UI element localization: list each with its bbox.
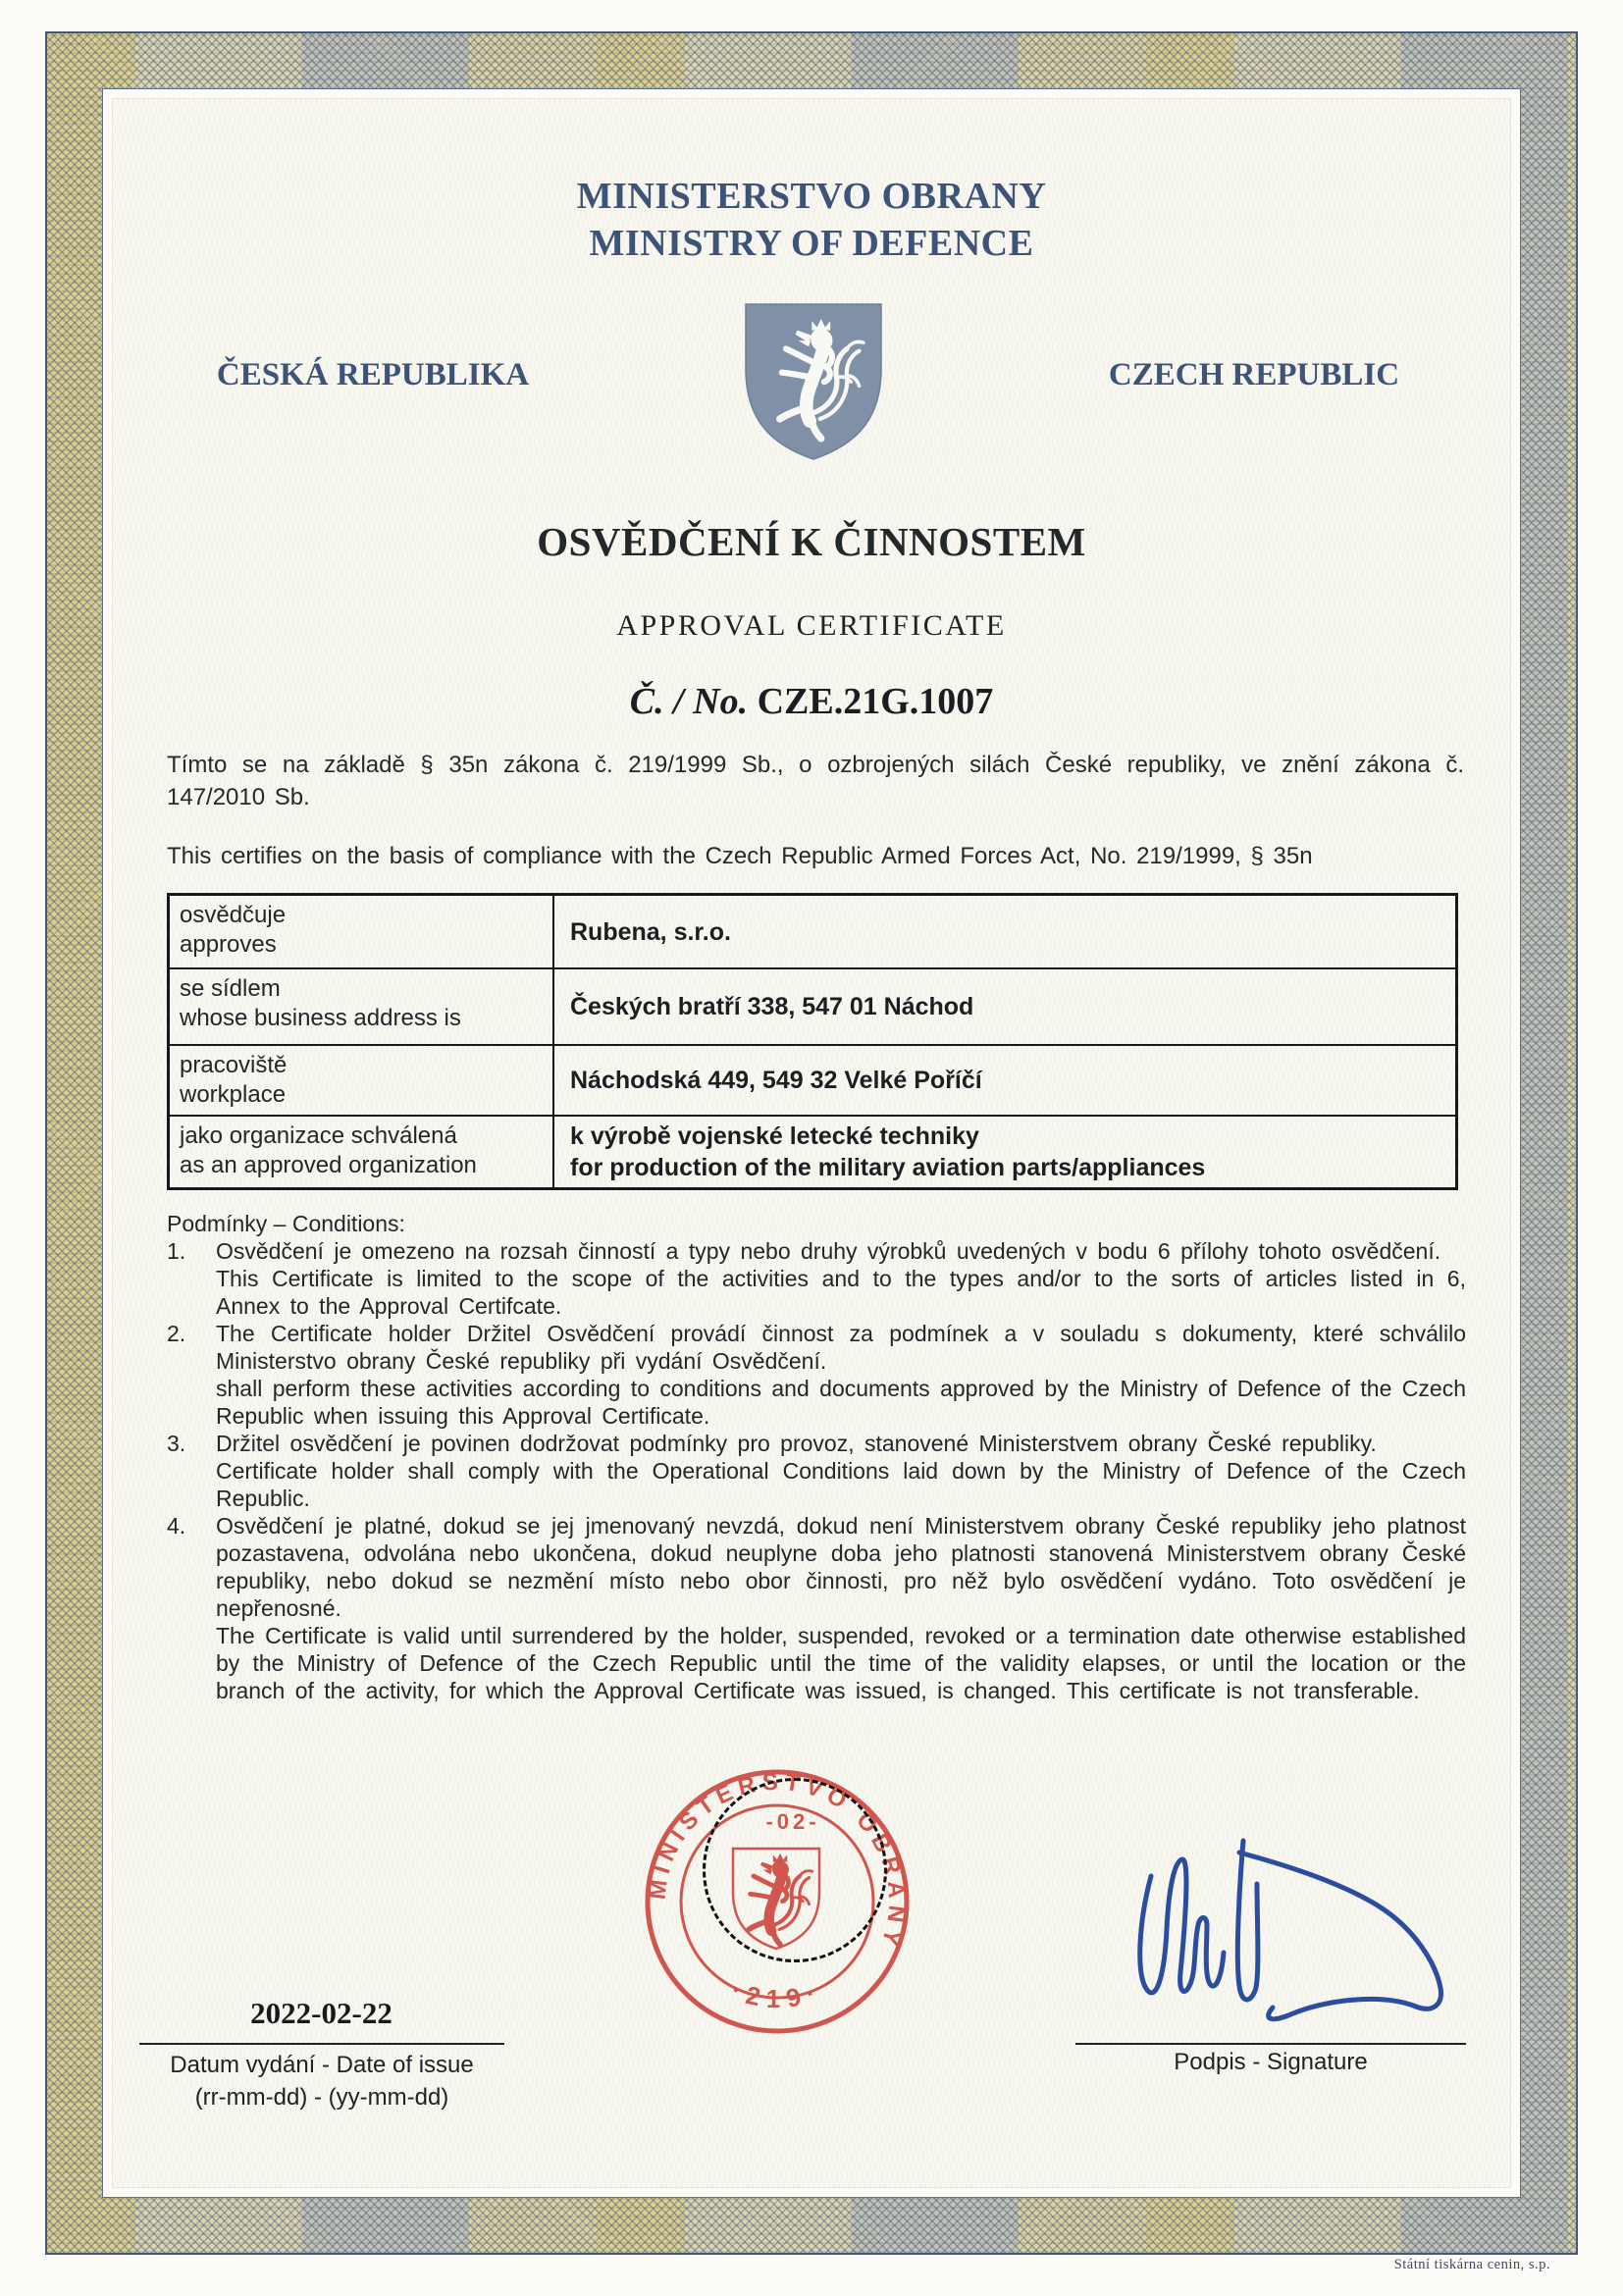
signature-scribble	[1124, 1827, 1467, 2039]
condition-body	[216, 1430, 1466, 1512]
condition-number: 3.	[167, 1431, 186, 1456]
date-caption	[106, 2049, 538, 2113]
condition-body	[216, 1320, 1466, 1430]
certificate-number-label: Č. / No.	[629, 681, 749, 722]
row-label-cz: jako organizace schválená	[180, 1122, 457, 1149]
row-label-en: approves	[180, 931, 277, 958]
intro-paragraph-en: This certifies on the basis of compliance with the Czech Republic Armed Forces Act, No. 219/1999, § 35n	[167, 843, 1313, 869]
condition-item	[167, 1512, 1466, 1704]
signature-caption: Podpis - Signature	[1174, 2049, 1368, 2075]
row-value	[554, 1046, 1455, 1115]
country-label-cz: ČESKÁ REPUBLIKA	[216, 357, 530, 392]
intro-paragraph-cz: Tímto se na základě § 35n zákona č. 219/1999 Sb., o ozbrojených silách České republiky, ve znění zákona č. 147/2010 Sb.	[167, 752, 1464, 810]
row-label	[170, 969, 554, 1044]
condition-text-cz: Osvědčení je omezeno na rozsah činností a typy nebo druhy výrobků uvedených v bodu 6 přílohy tohoto osvědčení.	[216, 1238, 1441, 1264]
condition-text-cz: The Certificate holder Držitel Osvědčení provádí činnost za podmínek a v souladu s dokumenty, které schválilo Ministerstvo obrany České republiky při vydání Osvědčení.	[216, 1321, 1466, 1374]
table-row	[170, 967, 1455, 1044]
date-underline	[139, 2043, 504, 2045]
table-row	[170, 1115, 1455, 1187]
row-value-text: for production of the military aviation parts/appliances	[570, 1154, 1206, 1181]
row-value-text: Českých bratří 338, 547 01 Náchod	[570, 993, 974, 1020]
certificate-number-value: CZE.21G.1007	[757, 681, 994, 722]
table-row	[170, 1044, 1455, 1115]
table-row	[170, 896, 1455, 967]
condition-item	[167, 1237, 1466, 1320]
date-value: 2022-02-22	[250, 1996, 393, 2030]
condition-text-cz: Osvědčení je platné, dokud se jej jmenovaný nevzdá, dokud není Ministerstvem obrany České republiky jeho platnost pozastavena, odvolána nebo ukončena, dokud neuplyne doba jeho platnosti stanovená Ministerstvem obrany České republiky, nebo dokud se nezmění místo nebo obor činnosti, pro něž bylo osvědčení vydáno. Toto osvědčení je nepřenosné.	[216, 1513, 1466, 1621]
condition-body	[216, 1237, 1466, 1320]
stamp-code-top: -02-	[765, 1809, 820, 1834]
row-label	[170, 1046, 554, 1115]
condition-item	[167, 1430, 1466, 1512]
ministry-header	[0, 173, 1623, 267]
row-label	[170, 1117, 554, 1187]
row-label-en: whose business address is	[180, 1005, 461, 1031]
signature-underline	[1075, 2043, 1466, 2045]
stamp-ring-text: MINISTERSTVO OBRANY	[644, 1768, 911, 1955]
row-value	[554, 969, 1455, 1044]
row-label-en: as an approved organization	[180, 1152, 477, 1178]
printer-credit: Státní tiskárna cenin, s.p.	[1393, 2257, 1550, 2272]
row-label	[170, 896, 554, 967]
condition-text-cz: Držitel osvědčení je povinen dodržovat podmínky pro provoz, stanovené Ministerstvem obrany České republiky.	[216, 1431, 1377, 1456]
condition-item	[167, 1320, 1466, 1430]
certificate-title-cz: OSVĚDČENÍ K ČINNOSTEM	[537, 519, 1086, 564]
row-value	[554, 896, 1455, 967]
condition-number: 4.	[167, 1513, 186, 1539]
row-value	[554, 1117, 1455, 1187]
condition-text-en: Certificate holder shall comply with the Operational Conditions laid down by the Ministry of Defence of the Czech Republic.	[216, 1458, 1466, 1511]
row-label-en: workplace	[180, 1081, 287, 1108]
czech-coat-of-arms-icon	[740, 300, 887, 463]
row-value-text: Náchodská 449, 549 32 Velké Poříčí	[570, 1067, 982, 1094]
condition-text-en: This Certificate is limited to the scope of the activities and to the types and/or to the sorts of articles listed in 6, Annex to the Approval Certifcate.	[216, 1266, 1466, 1319]
row-label-cz: pracoviště	[180, 1052, 288, 1078]
approval-table	[167, 893, 1458, 1190]
stamp-code-bottom: ·219·	[726, 1974, 828, 2014]
row-value-text: k výrobě vojenské letecké techniky	[570, 1122, 979, 1150]
condition-number: 1.	[167, 1238, 186, 1264]
certificate-number	[0, 680, 1623, 723]
row-value-text: Rubena, s.r.o.	[570, 917, 731, 946]
conditions-heading: Podmínky – Conditions:	[167, 1211, 405, 1236]
ministry-title-en: MINISTRY OF DEFENCE	[589, 223, 1034, 264]
svg-text:·219·	[727, 1975, 827, 2013]
country-label-en: CZECH REPUBLIC	[1108, 357, 1400, 392]
conditions-section	[167, 1210, 1466, 1704]
condition-text-en: The Certificate is valid until surrendered by the holder, suspended, revoked or a termination date otherwise established by the Ministry of Defence of the Czech Republic until the time of the validity elapses, or until the location or the branch of the activity, for which the Approval Certificate was issued, is changed. This certificate is not transferable.	[216, 1623, 1466, 1703]
certificate-title-en: APPROVAL CERTIFICATE	[616, 609, 1007, 642]
date-caption-line1: Datum vydání - Date of issue	[170, 2052, 474, 2078]
ministry-title-cz: MINISTERSTVO OBRANY	[576, 176, 1047, 217]
condition-body	[216, 1512, 1466, 1704]
date-caption-line2: (rr-mm-dd) - (yy-mm-dd)	[194, 2084, 449, 2111]
condition-text-en: shall perform these activities according to conditions and documents approved by the Ministry of Defence of the Czech Republic when issuing this Approval Certificate.	[216, 1376, 1466, 1429]
row-label-cz: osvědčuje	[180, 902, 287, 928]
row-label-cz: se sídlem	[180, 975, 281, 1002]
condition-number: 2.	[167, 1321, 186, 1346]
stamp-dashed-circle	[703, 1778, 887, 1962]
